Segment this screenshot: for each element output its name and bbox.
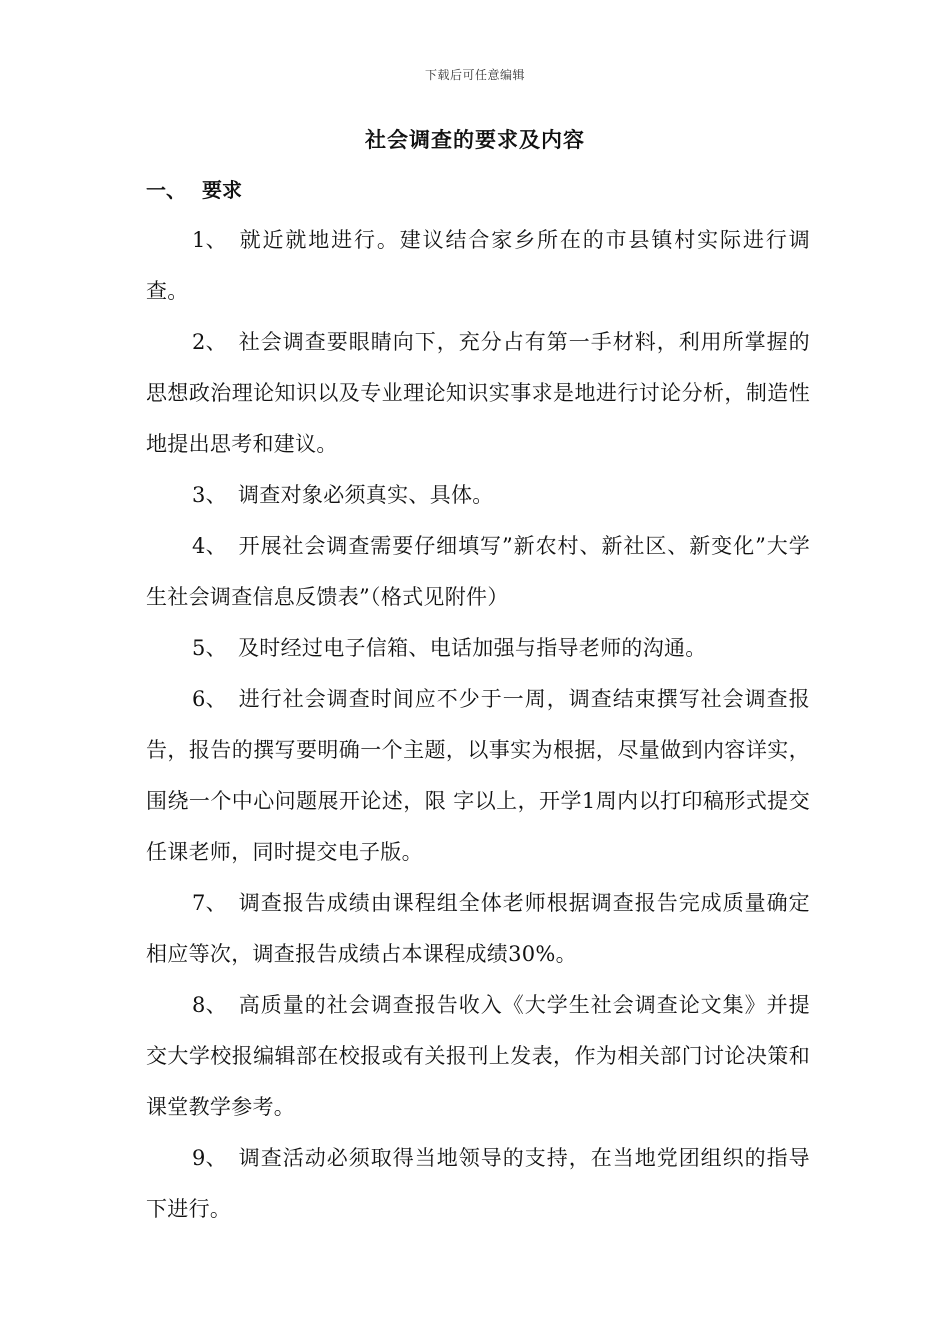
section-heading (146, 174, 242, 203)
list-item (146, 215, 810, 317)
item-text: 及时经过电子信箱、电话加强与指导老师的沟通。 (238, 636, 707, 660)
item-text: 进行社会调查时间应不少于一周，调查结束撰写社会调查报告，报告的撰写要明确一个主题，以事实为根据，尽量做到内容详实，围绕一个中心问题展开论述，限 字以上，开学1周内以打印稿形式提交任课老师，同时提交电子版。 (146, 687, 810, 864)
item-text: 高质量的社会调查报告收入《大学生社会调查论文集》并提交大学校报编辑部在校报或有关报刊上发表，作为相关部门讨论决策和课堂教学参考。 (146, 993, 810, 1119)
list-item (146, 317, 810, 470)
list-item (146, 674, 810, 878)
item-text: 就近就地进行。建议结合家乡所在的市县镇村实际进行调查。 (146, 228, 810, 303)
list-item (146, 470, 810, 521)
list-item (146, 1133, 810, 1235)
item-number: 7、 (192, 891, 227, 915)
item-number: 9、 (192, 1146, 227, 1170)
list-item (146, 980, 810, 1133)
item-number: 8、 (192, 993, 227, 1017)
item-number: 4、 (192, 534, 227, 558)
item-text: 调查对象必须真实、具体。 (238, 483, 494, 507)
header-note: 下载后可任意编辑 (424, 68, 525, 82)
list-item (146, 623, 810, 674)
list-item (146, 521, 810, 623)
item-text: 开展社会调查需要仔细填写”新农村、新社区、新变化”大学生社会调查信息反馈表”（格式见附件） (146, 534, 810, 609)
item-number: 3、 (192, 483, 227, 507)
item-text: 调查报告成绩由课程组全体老师根据调查报告完成质量确定相应等次，调查报告成绩占本课程成绩30%。 (146, 891, 810, 966)
item-text: 调查活动必须取得当地领导的支持，在当地党团组织的指导下进行。 (146, 1146, 810, 1221)
item-text: 社会调查要眼睛向下，充分占有第一手材料，利用所掌握的思想政治理论知识以及专业理论知识实事求是地进行讨论分析，制造性地提出思考和建议。 (146, 330, 810, 456)
document-title: 社会调查的要求及内容 (365, 127, 585, 152)
section-label: 要求 (202, 178, 242, 202)
requirements-list (146, 215, 810, 1235)
list-item (146, 878, 810, 980)
item-number: 2、 (192, 330, 227, 354)
item-number: 1、 (192, 228, 227, 252)
section-number: 一、 (146, 178, 186, 202)
item-number: 6、 (192, 687, 227, 711)
item-number: 5、 (192, 636, 227, 660)
